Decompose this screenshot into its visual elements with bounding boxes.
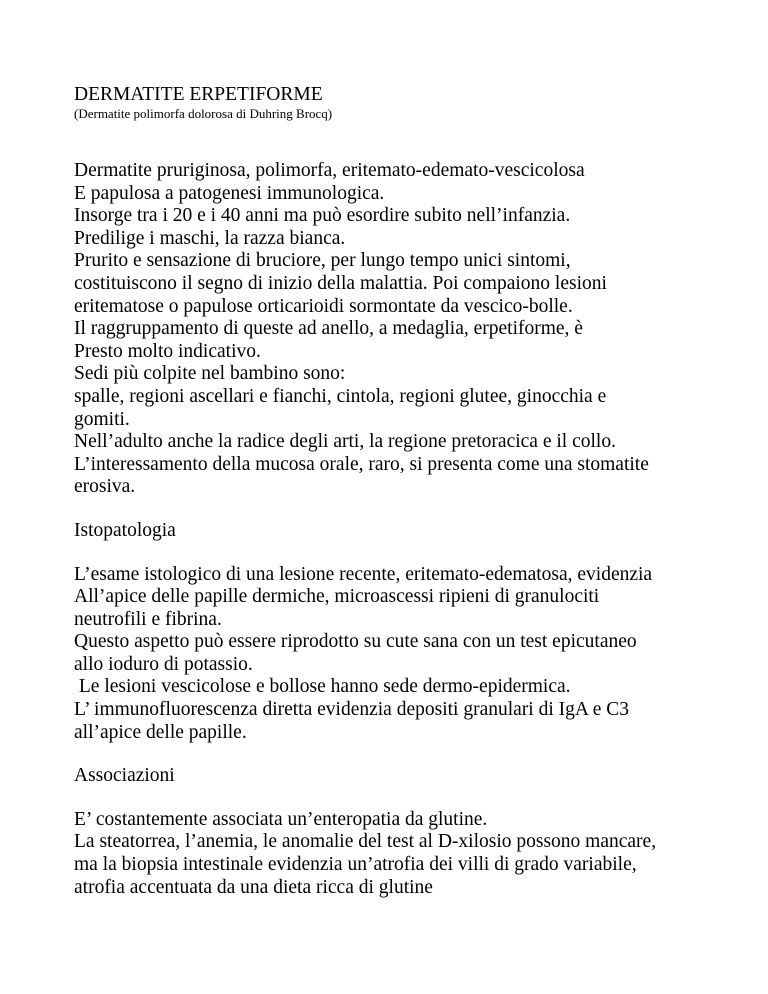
text-line: costituiscono il segno di inizio della malattia. Poi compaiono lesioni: [74, 272, 607, 294]
text-line: Le lesioni vescicolose e bollose hanno sede dermo-epidermica.: [74, 676, 571, 698]
text-line: gomiti.: [74, 408, 130, 430]
document-subtitle: (Dermatite polimorfa dolorosa di Duhring Brocq): [74, 106, 333, 121]
spacer: [74, 788, 734, 809]
intro-paragraph: [74, 160, 734, 499]
text-line: Il raggruppamento di queste ad anello, a medaglia, erpetiforme, è: [74, 318, 583, 340]
section-heading-associazioni: Associazioni: [74, 765, 175, 787]
text-line: Nell’adulto anche la radice degli arti, la regione pretoracica e il collo.: [74, 431, 616, 453]
document-title: DERMATITE ERPETIFORME: [74, 84, 323, 105]
spacer: [74, 543, 734, 564]
text-line: All’apice delle papille dermiche, microascessi ripieni di granulociti: [74, 586, 600, 608]
text-line: Predilige i maschi, la razza bianca.: [74, 227, 346, 249]
text-line: ma la biopsia intestinale evidenzia un’atrofia dei villi di grado variabile,: [74, 854, 637, 876]
text-line: L’interessamento della mucosa orale, raro, si presenta come una stomatite: [74, 453, 649, 475]
text-line: all’apice delle papille.: [74, 721, 247, 743]
text-line: La steatorrea, l’anemia, le anomalie del test al D-xilosio possono mancare,: [74, 831, 657, 853]
spacer: [74, 744, 734, 765]
text-line: spalle, regioni ascellari e fianchi, cintola, regioni glutee, ginocchia e: [74, 385, 607, 407]
text-line: Insorge tra i 20 e i 40 anni ma può esordire subito nell’infanzia.: [74, 205, 571, 227]
text-line: Dermatite pruriginosa, polimorfa, eritemato-edemato-vescicolosa: [74, 160, 585, 181]
text-line: Sedi più colpite nel bambino sono:: [74, 363, 346, 385]
text-line: Questo aspetto può essere riprodotto su cute sana con un test epicutaneo: [74, 631, 637, 653]
text-line: E’ costantemente associata un’enteropatia da glutine.: [74, 808, 488, 830]
text-line: L’esame istologico di una lesione recente, eritemato-edematosa, evidenzia: [74, 563, 653, 585]
text-line: atrofia accentuata da una dieta ricca di glutine: [74, 876, 433, 898]
text-line: L’ immunofluorescenza diretta evidenzia depositi granulari di IgA e C3: [74, 699, 630, 721]
text-line: allo ioduro di potassio.: [74, 653, 253, 675]
document-page: [74, 84, 734, 899]
text-line: Presto molto indicativo.: [74, 340, 261, 362]
text-line: neutrofili e fibrina.: [74, 608, 222, 630]
associazioni-paragraph: [74, 809, 734, 899]
istopatologia-paragraph: [74, 564, 734, 745]
text-line: eritematose o papulose orticarioidi sormontate da vescico-bolle.: [74, 295, 573, 317]
text-line: erosiva.: [74, 476, 136, 498]
spacer: [74, 499, 734, 520]
text-line: E papulosa a patogenesi immunologica.: [74, 182, 385, 204]
spacer: [74, 122, 734, 160]
text-line: Prurito e sensazione di bruciore, per lungo tempo unici sintomi,: [74, 250, 571, 272]
section-heading-istopatologia: Istopatologia: [74, 519, 176, 541]
